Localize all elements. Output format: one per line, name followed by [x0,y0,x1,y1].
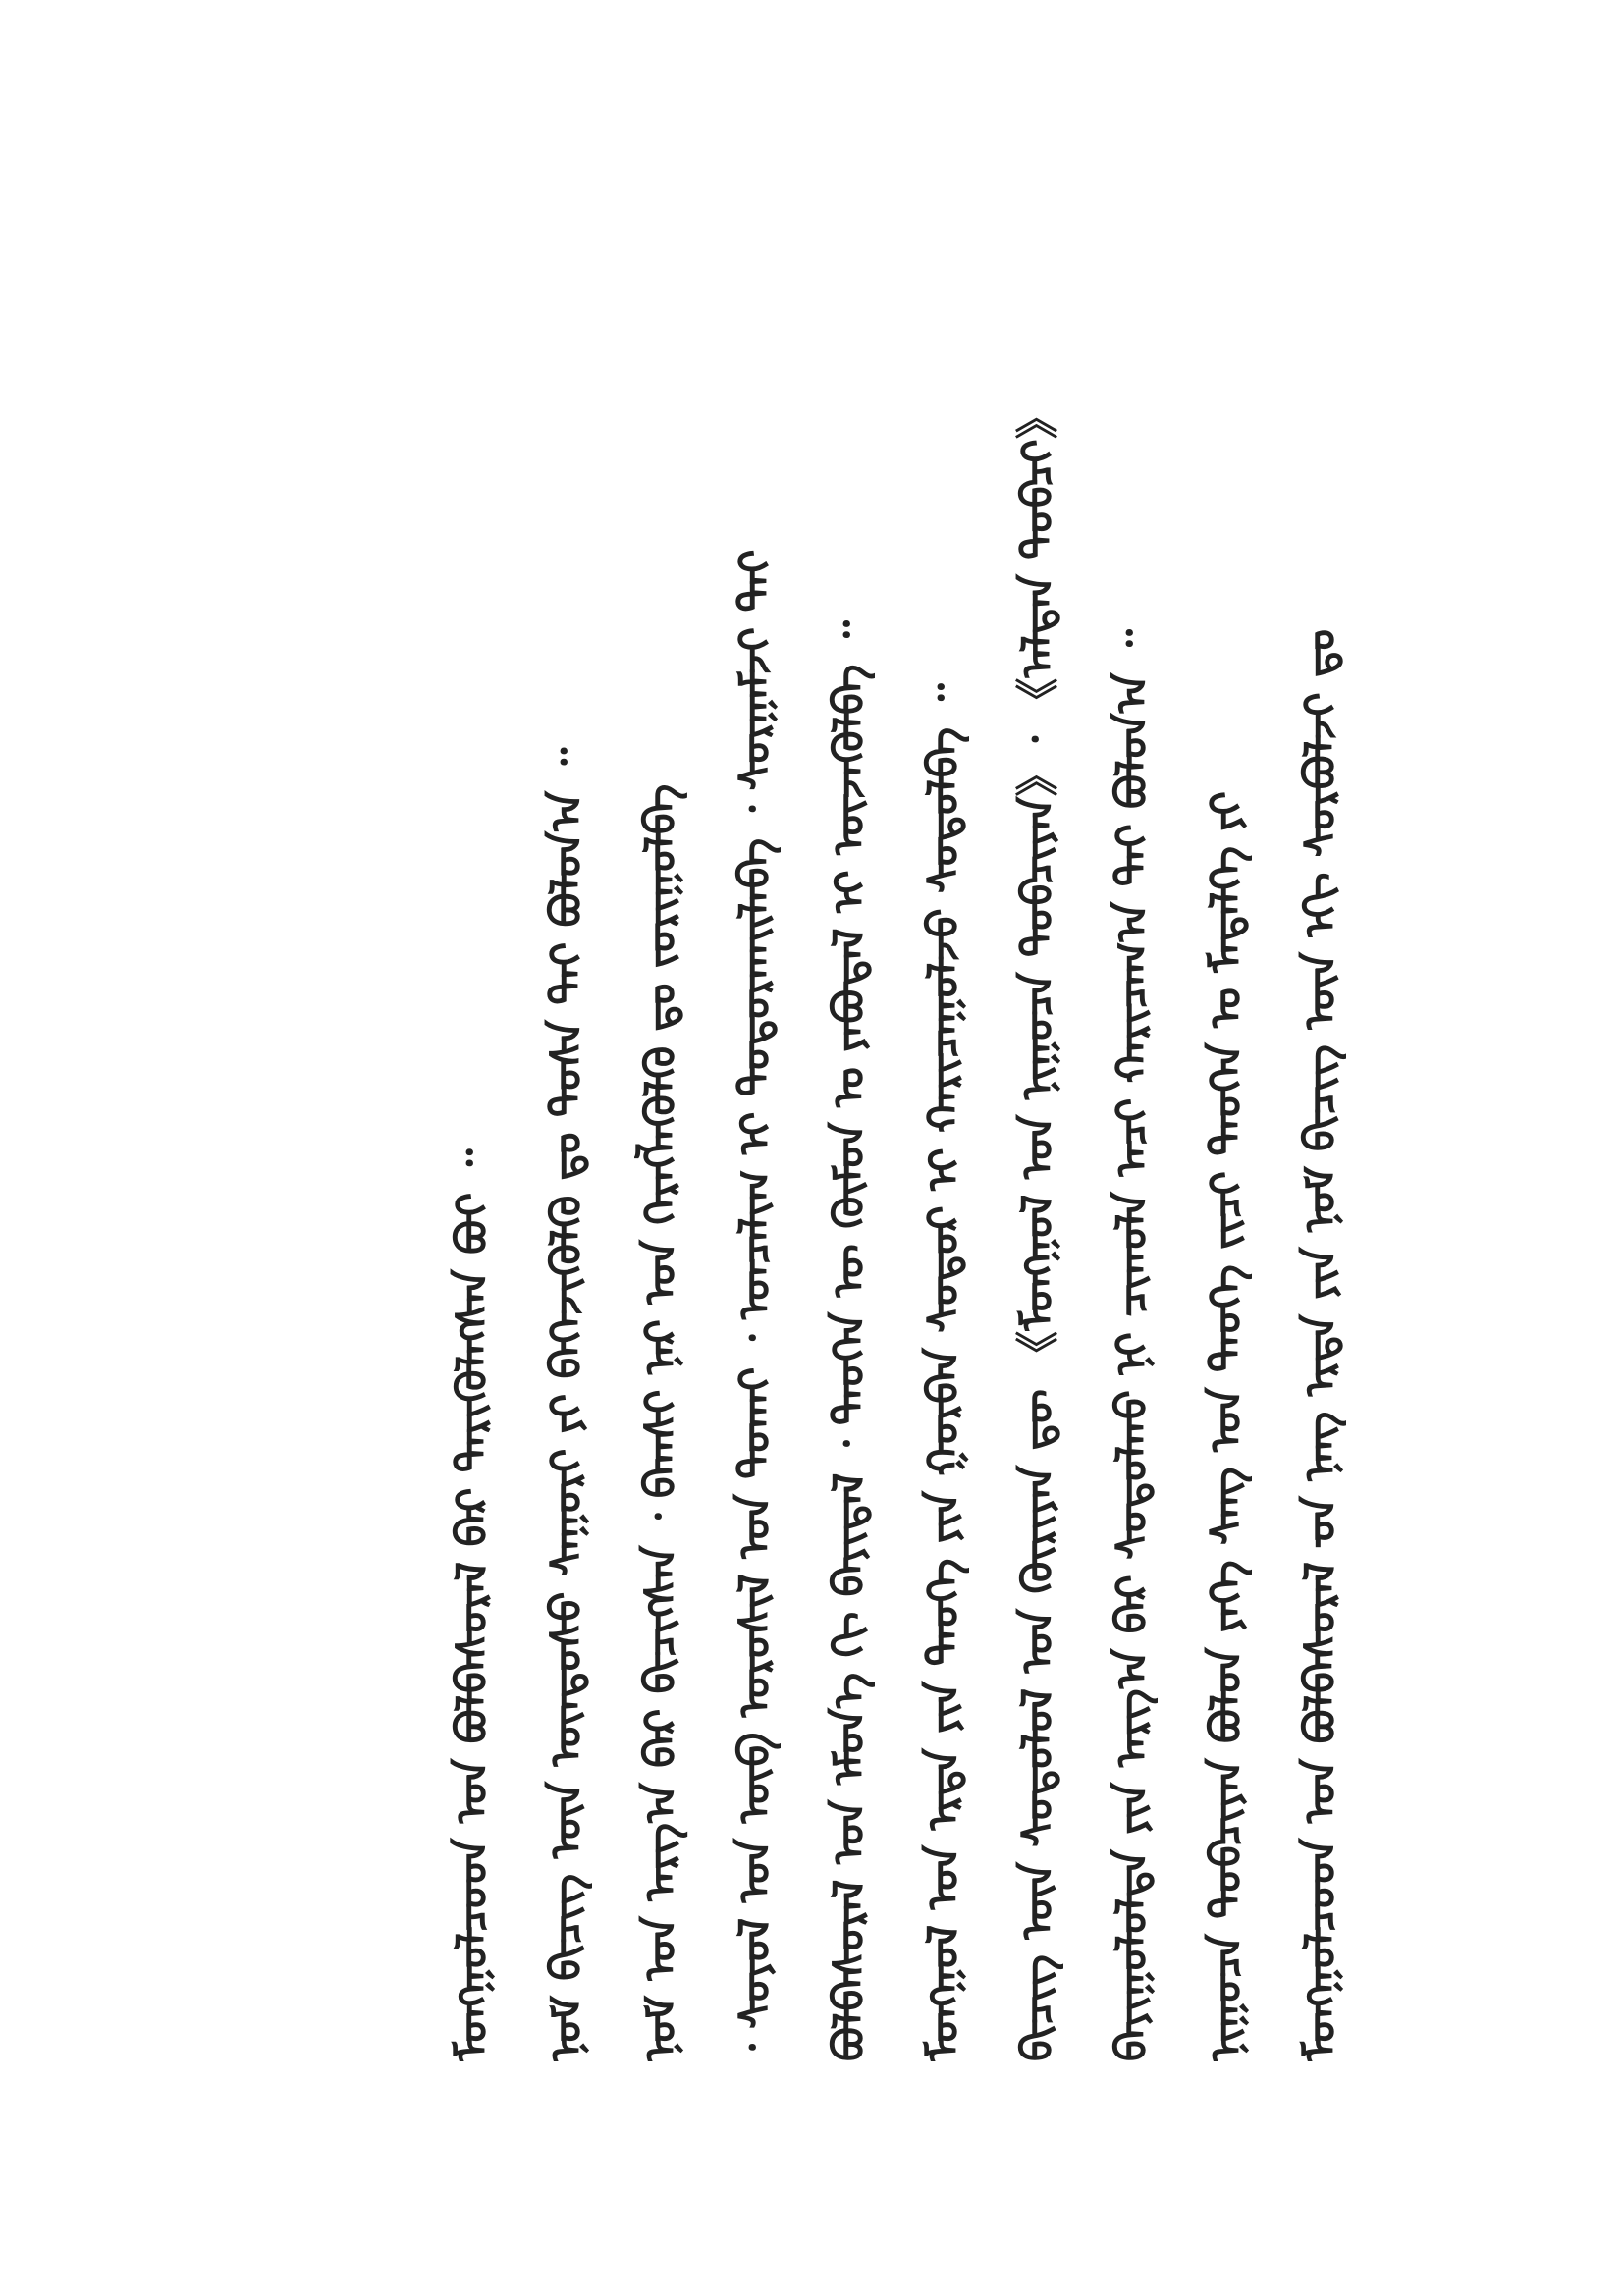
text-column-9: ᠨᠣᠮ ᠪᠢᠴᠢᠭ ᠦᠨ ᠦᠨᠳᠦᠰᠦ ᠰᠠᠭᠤᠷᠢ ᠶᠢ ᠪᠡᠬᠡᠵᠢᠭᠦᠯᠬᠦ ᠳᠤ ᠲᠤᠰᠠ ᠲᠠᠢ ᠪᠣᠯᠤᠨ᠎ᠠ ᠃ [542,747,592,2061]
text-column-1: ᠮᠣᠩᠭᠣᠯᠴᠤᠳ ᠤᠨ ᠪᠣᠯᠪᠠᠰᠤᠷᠠᠯ ᠊ᠤᠨ ᠨᠡᠩ ᠡᠷᠲᠡ ᠶᠢᠨ ᠨᠣᠮ ᠪᠢᠴᠢᠭ ᠦᠨ ᠡᠬᠢ ᠰᠤᠷᠪᠤᠯᠵᠢ ᠳᠤ [1296,629,1346,2061]
mongolian-text-block [289,177,1369,2061]
text-column-7: ᠂ ᠰᠣᠶᠣᠯ ᠤᠨ ᠦᠪ ᠣᠷᠤᠰᠢᠯ ᠤᠨ ᠲᠤᠬᠠᠢ ᠂ ᠣᠨᠴᠠᠯᠢᠭ ᠢ ᠲᠣᠳᠣᠷᠬᠠᠢᠯᠠᠪᠠ ᠂ ᠰᠤᠷᠭᠠᠮᠵᠢ ᠲᠠᠢ [731,549,781,2061]
text-column-10: ᠮᠣᠩᠭᠣᠯᠴᠤᠳ ᠤᠨ ᠪᠣᠯᠪᠠᠰᠤᠷᠠᠯ ᠪᠠᠷ ᠲᠡᠷᠢᠭᠦᠯᠡᠭᠰᠡᠨ ᠪᠤᠢ ᠃ [448,1148,498,2061]
text-column-8: ᠨᠣᠮ ᠤᠨ ᠠᠷᠭ᠎ᠠ ᠪᠠᠷ ᠪᠢᠴᠢᠭᠰᠡᠨ ᠂ ᠪᠠᠭᠰᠢ ᠨᠠᠷ ᠤᠨ ᠬᠡᠷᠡᠭᠯᠡᠭᠦᠯᠬᠦ ᠳᠤ ᠵᠣᠷᠢᠭᠤᠯᠪᠠ [636,783,686,2061]
text-column-3: ᠪᠠᠶᠢᠭᠤᠯᠤᠯᠲᠠ ᠶᠢᠨ ᠠᠷᠭ᠎ᠠ ᠪᠠᠷ ᠰᠤᠳᠤᠯᠬᠤ ᠨᠢ ᠴᠢᠬᠤᠯᠠ ᠠᠴᠢ ᠬᠠᠷᠢᠴᠠᠭ᠎ᠠ ᠲᠠᠢ ᠪᠣᠯᠤᠨ᠎ᠠ ᠃ [1108,629,1158,2061]
text-column-4: ᠪᠢᠴᠢᠭ ᠦᠨ ᠰᠤᠳᠤᠯᠤᠯ ᠤᠨ ᠬᠦᠷᠢᠶᠡᠨ ᠳᠦ 《ᠮᠣᠩᠭᠣᠯ ᠤᠨ ᠨᠢᠭᠤᠴᠠ ᠲᠣᠪᠴᠢᠶᠠᠨ》᠂ 《ᠠᠯᠲᠠᠨ ᠲᠣᠪᠴᠢ》 [1013,396,1063,2061]
text-column-2: ᠨᠢᠭᠤᠴᠠ ᠲᠣᠪᠴᠢᠶᠠᠨ ᠪᠣᠯᠤᠨ ᠶᠡᠬᠡ ᠰᠠᠩ ᠤᠨ ᠲᠡᠤᠬᠡ ᠵᠢᠴᠢ ᠲᠡᠦᠬᠡᠨ ᠤ ᠮᠡᠳᠡᠯᠭᠡ ᠶᠢ [1202,791,1252,2061]
text-column-6: ᠪᠣᠯᠪᠠᠰᠤᠷᠠᠯ ᠤᠨ ᠡᠮᠦᠨ᠎ᠡ ᠬᠢ ᠪᠠᠶᠢᠳᠠᠯ ᠂ ᠲᠡᠦᠬᠡᠨ ᠦ ᠬᠦᠮᠦᠨ ᠤ ᠶᠠᠪᠤᠳᠠᠯ ᠢ ᠦᠵᠡᠭᠦᠯᠪᠡ ᠃ [825,620,875,2061]
text-column-5: ᠮᠣᠩᠭᠣᠯ ᠤᠨ ᠡᠷᠲᠡ ᠶᠢᠨ ᠲᠡᠦᠬᠡ ᠶᠢᠨ ᠭᠤᠷᠪᠠᠨ ᠰᠤᠳᠤᠷ ᠢ ᠬᠠᠷᠢᠴᠠᠭᠤᠯᠵᠤ ᠰᠤᠳᠤᠯᠪᠠ ᠃ [919,683,969,2061]
